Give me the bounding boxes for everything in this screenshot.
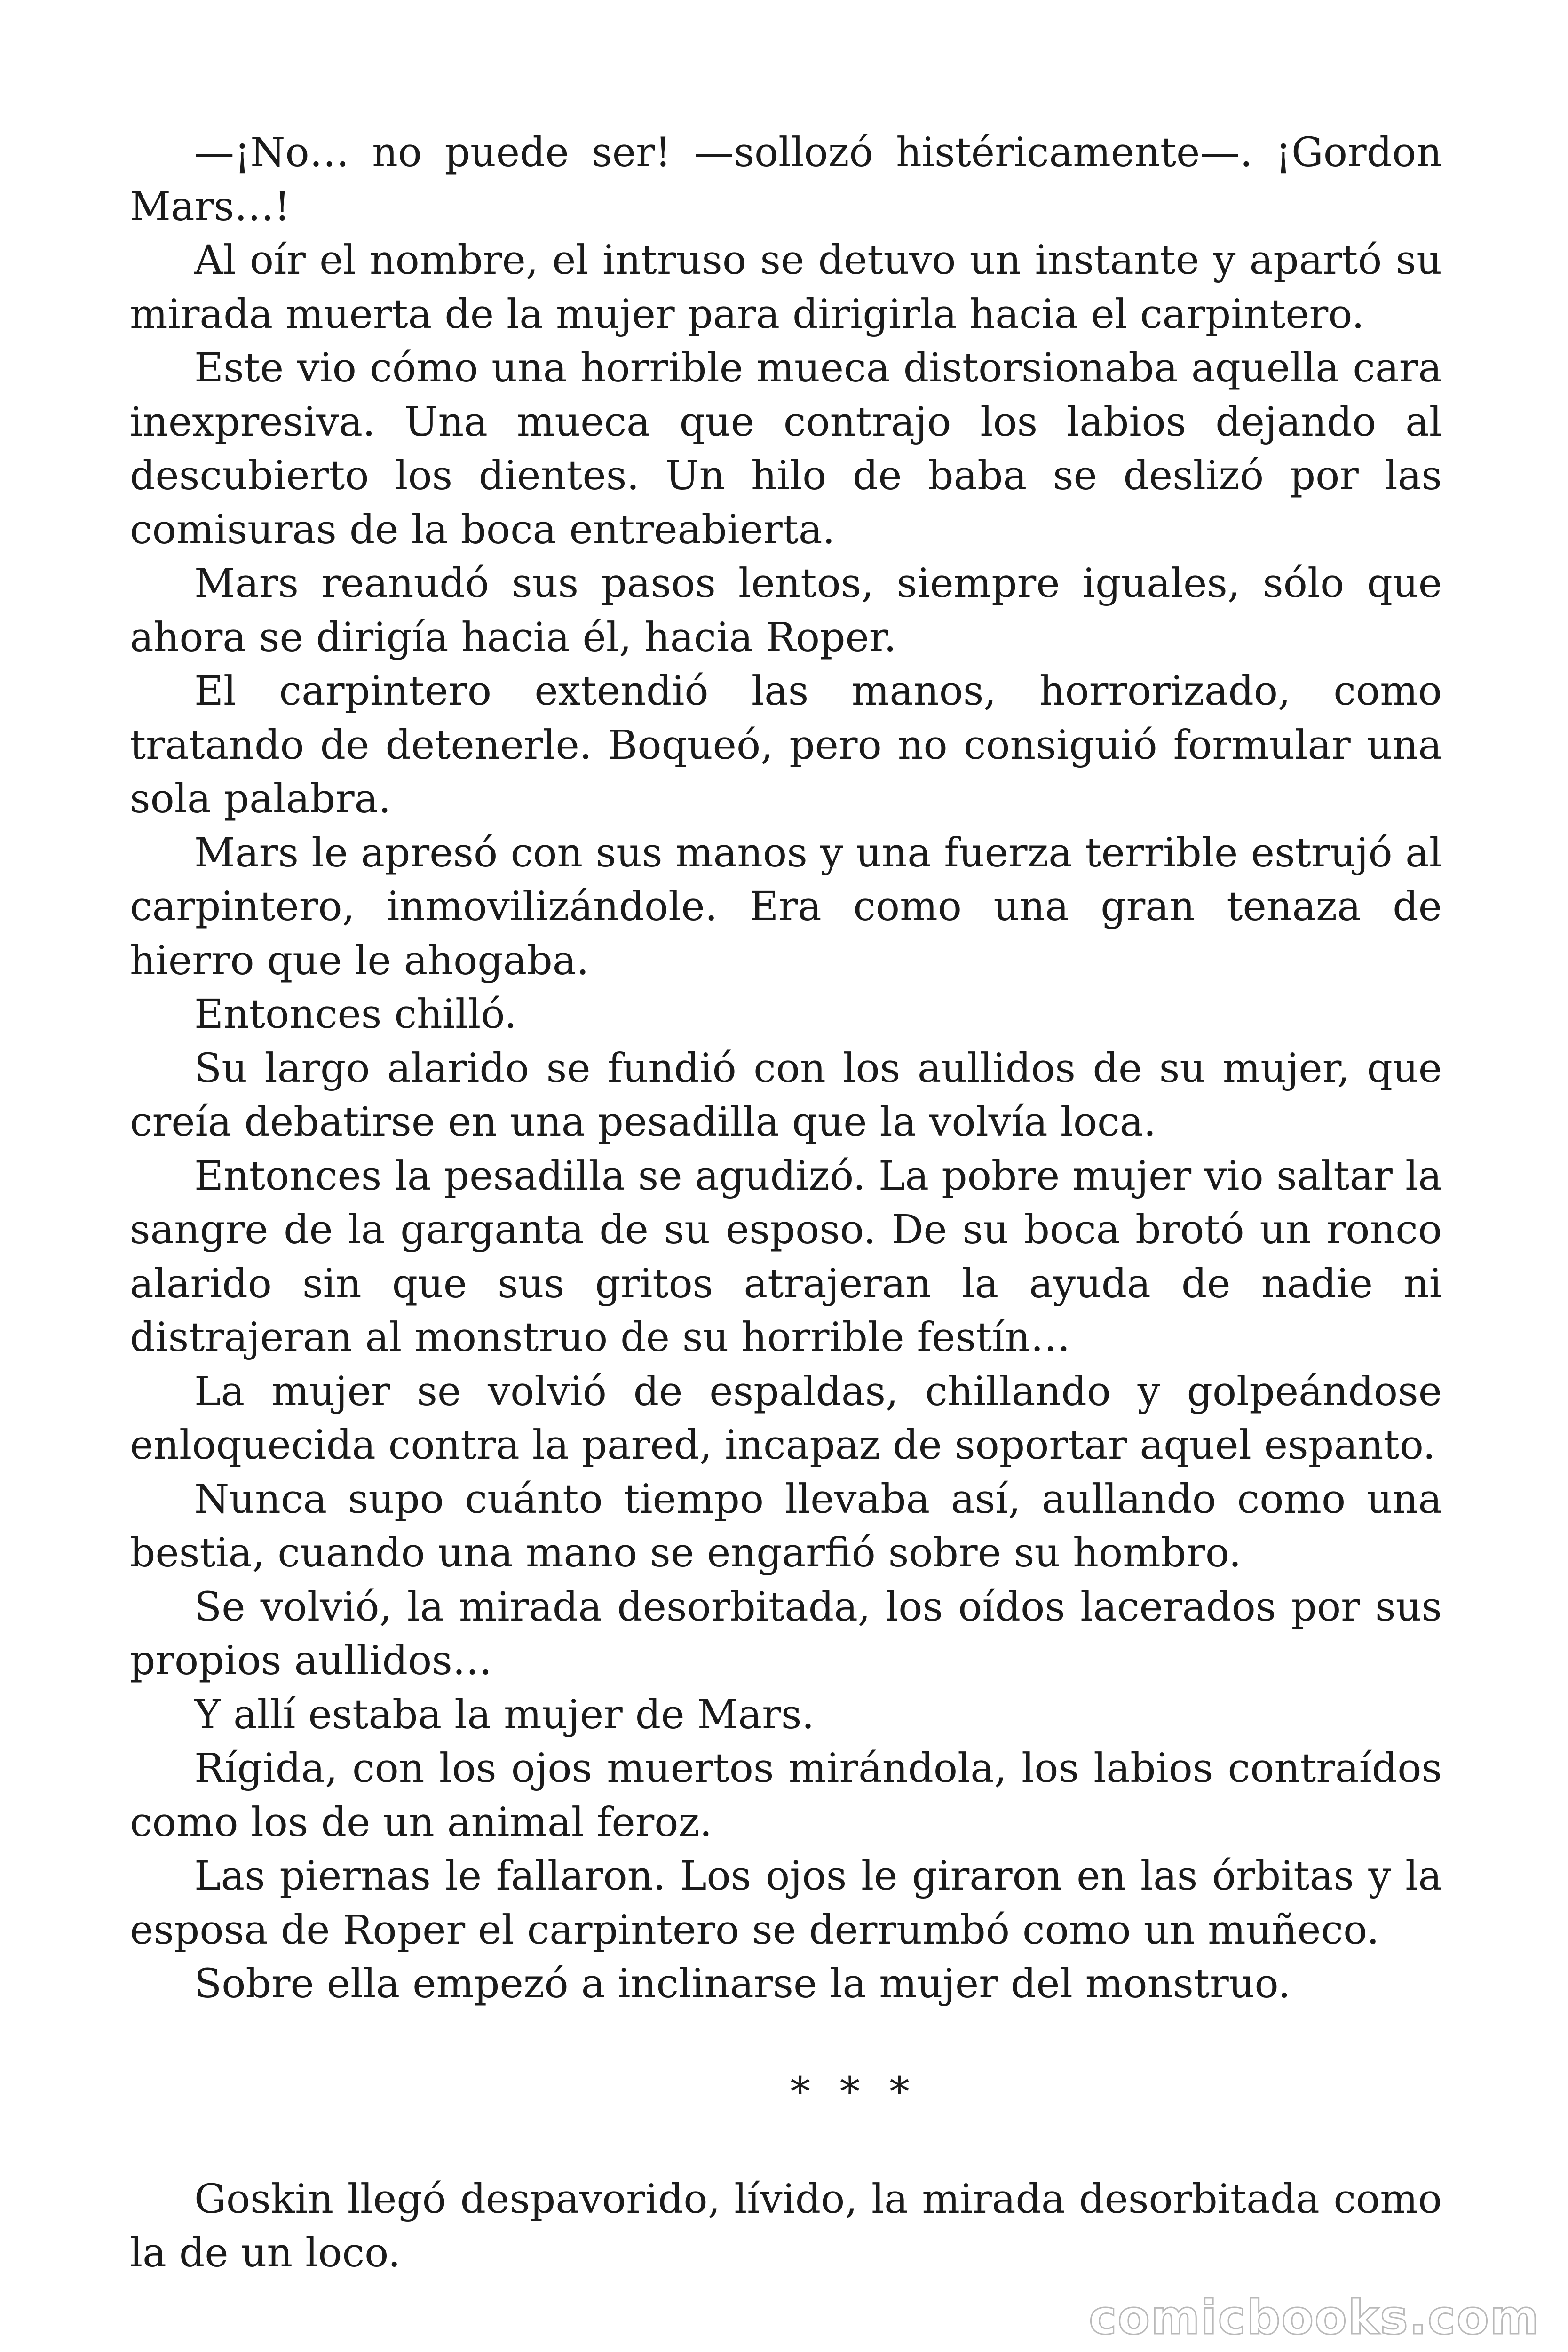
paragraph: —¡No… no puede ser! —sollozó histéricamente—. ¡Gordon Mars…! [130, 129, 1442, 230]
paragraph: Entonces chilló. [194, 991, 517, 1038]
paragraph: Goskin llegó despavorido, lívido, la mirada desorbitada como la de un loco. [130, 2176, 1442, 2276]
paragraph: Su largo alarido se fundió con los aullidos de su mujer, que creía debatirse en una pesadilla que la volvía loca. [130, 1045, 1442, 1145]
section-separator: * * * [790, 2068, 918, 2115]
paragraph: Mars reanudó sus pasos lentos, siempre iguales, sólo que ahora se dirigía hacia él, hacia Roper. [130, 560, 1442, 661]
paragraph: Este vio cómo una horrible mueca distorsionaba aquella cara inexpresiva. Una mueca que contrajo los labios dejando al descubierto los dientes. Un hilo de baba se deslizó por las comisuras de la boca entreabierta. [130, 345, 1442, 553]
page-text [130, 126, 1442, 2280]
watermark: comicbooks.com [1089, 2290, 1540, 2345]
paragraph: Sobre ella empezó a inclinarse la mujer del monstruo. [194, 1961, 1291, 2007]
paragraph: Entonces la pesadilla se agudizó. La pobre mujer vio saltar la sangre de la garganta de su esposo. De su boca brotó un ronco alarido sin que sus gritos atrajeran la ayuda de nadie ni distrajeran al monstruo de su horrible festín… [130, 1152, 1442, 1361]
paragraph: La mujer se volvió de espaldas, chillando y golpeándose enloquecida contra la pared, incapaz de soportar aquel espanto. [130, 1368, 1442, 1469]
paragraph: Al oír el nombre, el intruso se detuvo un instante y apartó su mirada muerta de la mujer para dirigirla hacia el carpintero. [130, 237, 1442, 338]
paragraph: Y allí estaba la mujer de Mars. [194, 1691, 815, 1738]
paragraph: Se volvió, la mirada desorbitada, los oídos lacerados por sus propios aullidos… [130, 1583, 1442, 1684]
paragraph: Nunca supo cuánto tiempo llevaba así, aullando como una bestia, cuando una mano se engarfió sobre su hombro. [130, 1476, 1442, 1576]
paragraph: El carpintero extendió las manos, horrorizado, como tratando de detenerle. Boqueó, pero no consiguió formular una sola palabra. [130, 668, 1442, 822]
paragraph: Las piernas le fallaron. Los ojos le giraron en las órbitas y la esposa de Roper el carpintero se derrumbó como un muñeco. [130, 1853, 1442, 1954]
paragraph: Rígida, con los ojos muertos mirándola, los labios contraídos como los de un animal feroz. [130, 1745, 1442, 1846]
paragraph: Mars le apresó con sus manos y una fuerza terrible estrujó al carpintero, inmovilizándole. Era como una gran tenaza de hierro que le ahogaba. [130, 829, 1442, 984]
